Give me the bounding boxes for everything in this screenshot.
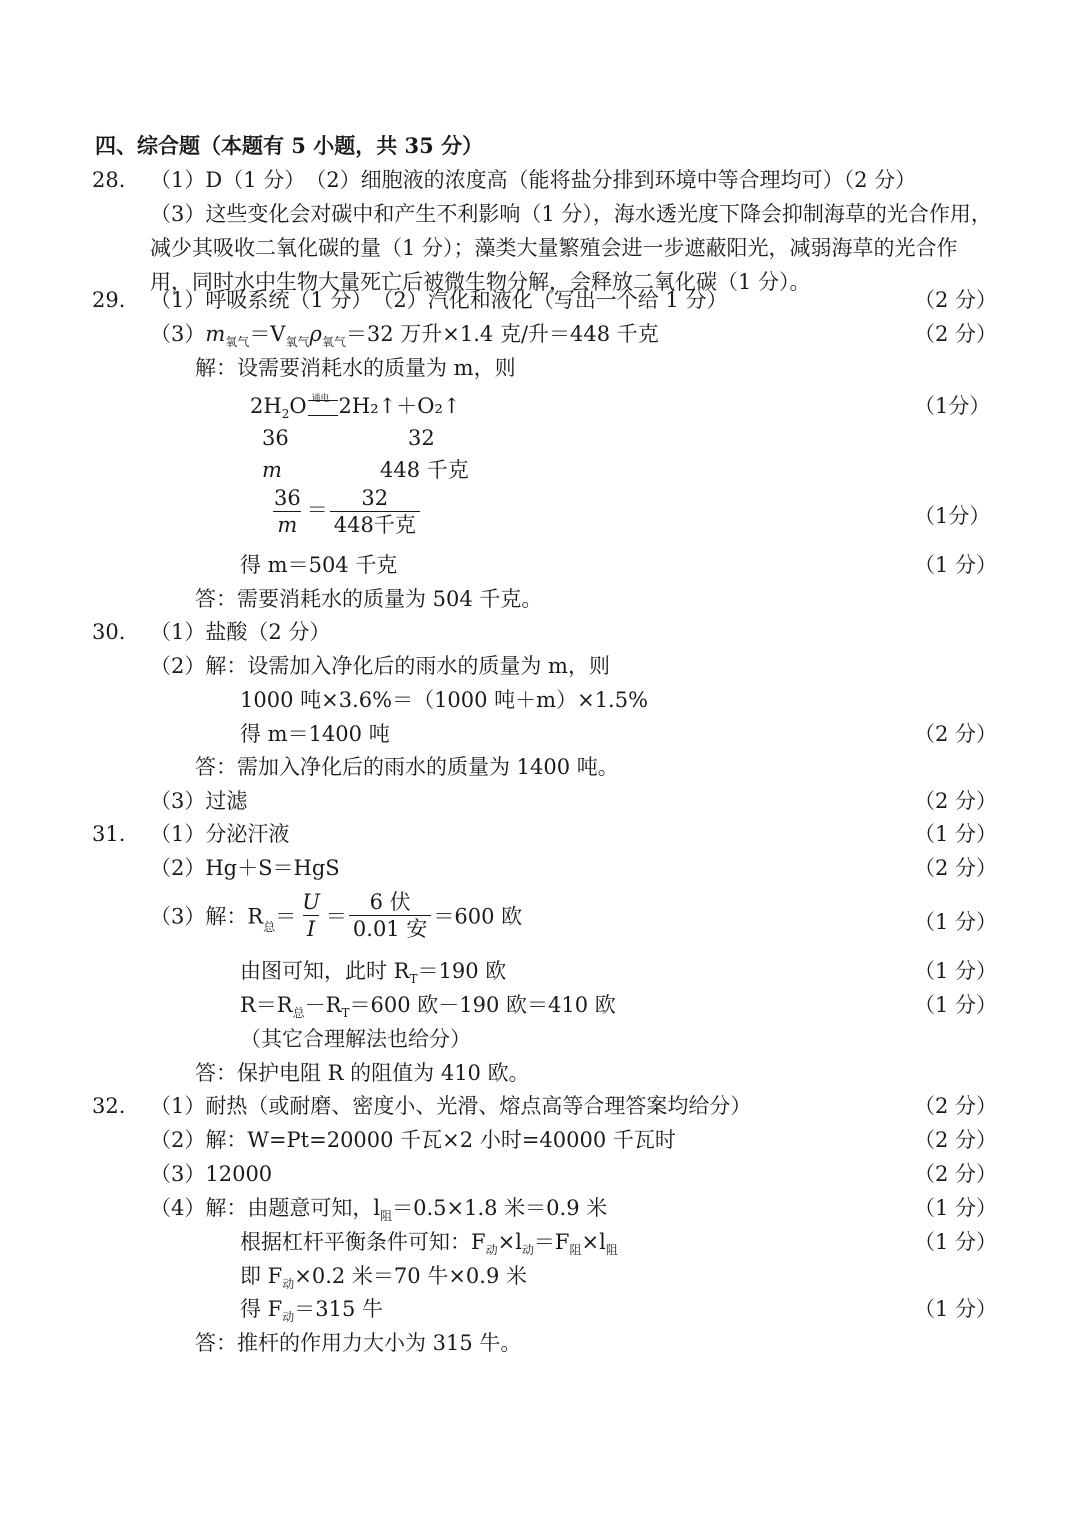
q32-part2-score: （2 分） [914, 1128, 998, 1152]
q31-from-figure-score: （1 分） [914, 959, 998, 983]
equals-double-line [308, 393, 338, 416]
q29-equation-score: （1分） [914, 394, 991, 418]
q32-answer: 答：推杆的作用力大小为 315 牛。 [195, 1331, 522, 1355]
q32-number: 32. [92, 1094, 126, 1118]
q30-part3-score: （2 分） [914, 789, 998, 813]
q32-part3-score: （2 分） [914, 1162, 998, 1186]
q28-number: 28. [92, 168, 126, 192]
q30-result: 得 m＝1400 吨 [240, 722, 390, 746]
q30-part1: （1）盐酸（2 分） [150, 620, 331, 644]
q29-ratio-36: 36 [262, 426, 289, 450]
q29-ratio-448: 448 千克 [380, 458, 469, 482]
q29-part3-score: （2 分） [914, 322, 998, 346]
q31-resistance-score: （1 分） [914, 993, 998, 1017]
q31-part1: （1）分泌汗液 [150, 822, 290, 846]
q29-ratio-m: m [262, 458, 282, 482]
section-title: 四、综合题（本题有 5 小题，共 35 分） [95, 133, 484, 158]
q29-number: 29. [92, 288, 126, 312]
q32-result: 得 $F_动=315$ 牛 [240, 1297, 384, 1325]
q32-part3: （3）12000 [150, 1162, 273, 1186]
q30-part2: （2）解：设需加入净化后的雨水的质量为 m，则 [150, 654, 610, 678]
q31-from-figure: 由图可知，此时 $R_T=190$ 欧 [240, 959, 507, 987]
q31-number: 31. [92, 822, 126, 846]
fraction-36-m: $\frac{36}{m}$ [274, 486, 301, 537]
q30-result-score: （2 分） [914, 722, 998, 746]
fraction-u-i: $\frac{U}{I}$ [302, 890, 320, 941]
q32-part4-score: （1 分） [914, 1196, 998, 1220]
q29-answer: 答：需要消耗水的质量为 504 千克。 [195, 587, 543, 611]
q29-chemical-equation: $2H_2O$ 通电 2H₂↑＋O₂↑ [250, 392, 460, 428]
q32-lever-score: （1 分） [914, 1230, 998, 1254]
q29-result: 得 m＝504 千克 [240, 553, 398, 577]
q31-answer: 答：保护电阻 R 的阻值为 410 欧。 [195, 1061, 530, 1085]
q32-lever-condition: 根据杠杆平衡条件可知：$F_动\times l_动=F_阻\times l_阻$ [240, 1230, 618, 1258]
q30-number: 30. [92, 620, 126, 644]
q31-part3-score: （1 分） [914, 910, 998, 934]
q29-part1-2-score: （2 分） [914, 288, 998, 312]
q29-result-score: （1 分） [914, 553, 998, 577]
q31-part3-formula: （3）解：$R_总=$ $\frac{U}{I}$ ＝ $\frac{\text{6 伏}}{\text{0.01 安}}$ ＝600 欧 [150, 890, 523, 941]
q28-part3: （3）这些变化会对碳中和产生不利影响（1 分），海水透光度下降会抑制海草的光合作用，减少其吸收二氧化碳的量（1 分）；藻类大量繁殖会进一步遮蔽阳光，减弱海草的光合作用，同时水中生物大量死亡后被微生物分解，会释放二氧化碳（1 分）。 [150, 202, 992, 294]
q29-solve: 解：设需要消耗水的质量为 m，则 [195, 356, 516, 380]
q32-part1: （1）耐热（或耐磨、密度小、光滑、熔点高等合理答案均给分） [150, 1094, 752, 1118]
fraction-6v-001a: $\frac{\text{6 伏}}{\text{0.01 安}}$ [349, 889, 431, 942]
q30-part3: （3）过滤 [150, 789, 248, 813]
q29-proportion-score: （1分） [914, 504, 991, 528]
fraction-32-448: $\frac{32}{\text{448千克}}$ [330, 485, 420, 538]
q29-part3-formula: $(3)m_{氧气}=V_{氧气}\rho_{氧气}=32$ 万升×1.4 克/升＝448 千克 [150, 322, 659, 350]
q31-resistance: $R=R_总-R_T=600$ 欧－190 欧＝410 欧 [240, 993, 616, 1021]
q32-part1-score: （2 分） [914, 1094, 998, 1118]
q31-part1-score: （1 分） [914, 822, 998, 846]
q28-part1-2: （1）D（1 分） （2）细胞液的浓度高（能将盐分排到环境中等合理均可）（2 分） [150, 168, 917, 192]
q31-part2-score: （2 分） [914, 856, 998, 880]
q30-answer: 答：需加入净化后的雨水的质量为 1400 吨。 [195, 755, 619, 779]
q29-proportion: $\frac{36}{m}$ ＝ $\frac{32}{\text{448千克}}$ [268, 485, 422, 538]
q29-ratio-32: 32 [408, 426, 435, 450]
q32-lever-substitute: 即 $F_动\times 0.2$ 米＝70 牛×0.9 米 [240, 1264, 527, 1292]
q31-other-methods: （其它合理解法也给分） [240, 1027, 471, 1051]
q32-part4: （4）解：由题意可知，$l_阻=0.5\times 1.8$ 米＝0.9 米 [150, 1196, 608, 1224]
reaction-condition: 通电 [311, 393, 330, 404]
q32-result-score: （1 分） [914, 1297, 998, 1321]
q30-equation: 1000 吨×3.6%＝（1000 吨＋m）×1.5% [240, 688, 649, 712]
q29-part1-2: （1）呼吸系统（1 分） （2）汽化和液化（写出一个给 1 分） [150, 288, 728, 312]
q31-part2: （2）Hg＋S＝HgS [150, 856, 340, 880]
q32-part2: （2）解：W=Pt=20000 千瓦×2 小时=40000 千瓦时 [150, 1128, 676, 1152]
